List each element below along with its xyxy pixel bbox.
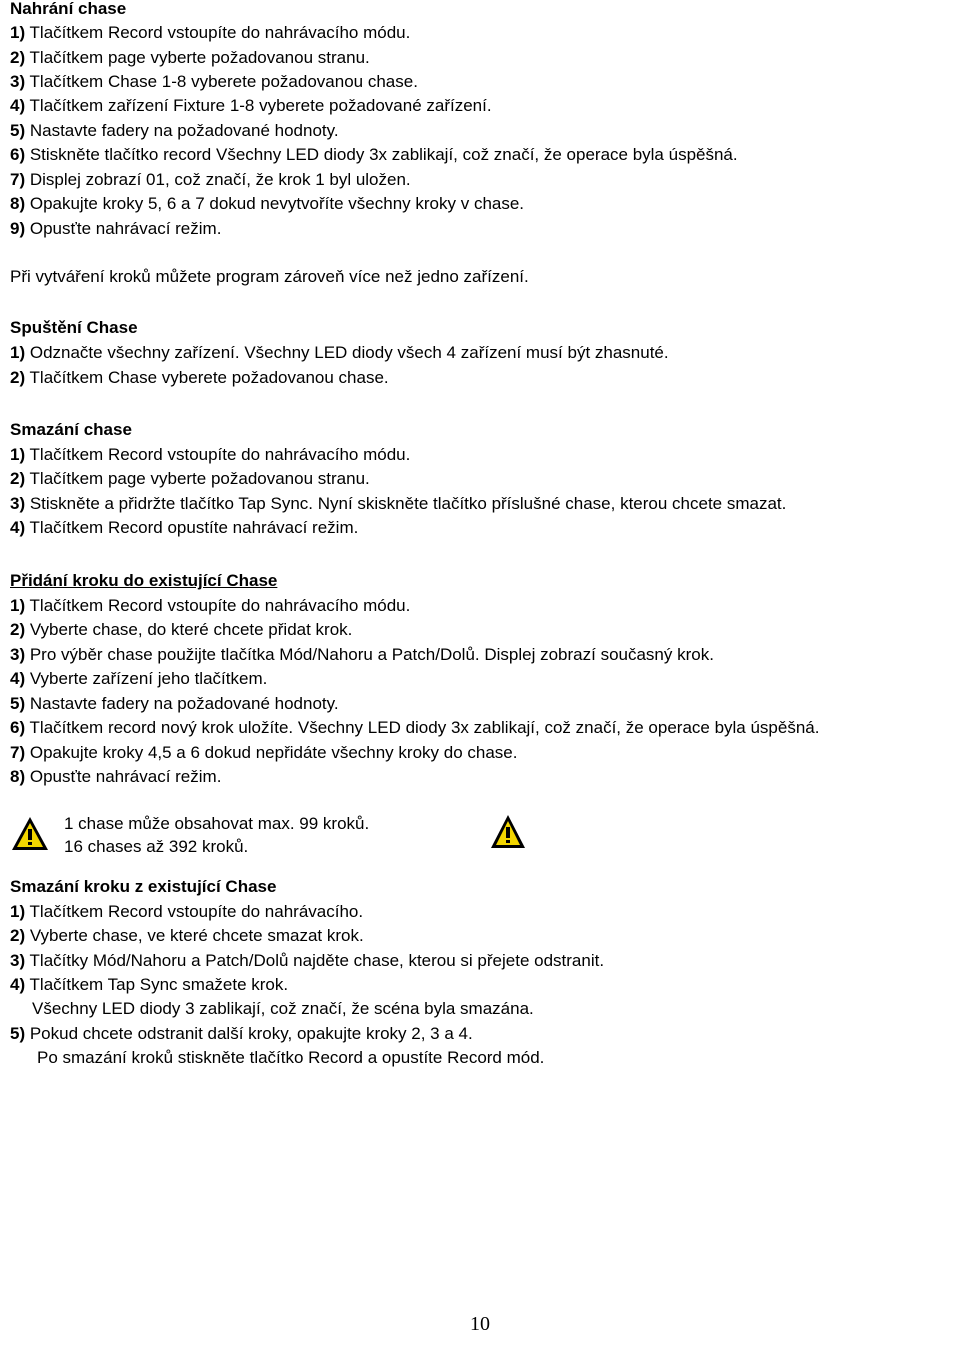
list-item: 2) Tlačítkem page vyberte požadovanou stranu. [10,48,370,67]
section-title-pridani: Přidání kroku do existující Chase [10,571,278,590]
section-title-smazani: Smazání chase [10,420,132,439]
list-item: 1) Tlačítkem Record vstoupíte do nahrávacího. [10,902,364,921]
warning-text-line-2: 16 chases až 392 kroků. [64,837,249,856]
warning-triangle-icon [10,815,50,853]
list-item: 2) Vyberte chase, do které chcete přidat krok. [10,620,353,639]
list-item: 4) Tlačítkem Tap Sync smažete krok. [10,975,289,994]
page-number: 10 [470,1313,490,1335]
warning-text-line-1: 1 chase může obsahovat max. 99 kroků. [64,814,370,833]
list-item: 1) Tlačítkem Record vstoupíte do nahrávacího módu. [10,445,411,464]
list-item: 2) Tlačítkem page vyberte požadovanou stranu. [10,469,370,488]
list-item: 3) Tlačítky Mód/Nahoru a Patch/Dolů najděte chase, kterou si přejete odstranit. [10,951,605,970]
list-item: 7) Opakujte kroky 4,5 a 6 dokud nepřidáte všechny kroky do chase. [10,743,518,762]
list-item: 8) Opakujte kroky 5, 6 a 7 dokud nevytvoříte všechny kroky v chase. [10,194,525,213]
list-item: 4) Tlačítkem Record opustíte nahrávací režim. [10,518,359,537]
list-item: 1) Tlačítkem Record vstoupíte do nahrávacího módu. [10,596,411,615]
list-item: 4) Tlačítkem zařízení Fixture 1-8 vyberete požadované zařízení. [10,96,492,115]
list-item: 7) Displej zobrazí 01, což značí, že krok 1 byl uložen. [10,170,411,189]
list-item: 1) Odznačte všechny zařízení. Všechny LED diody všech 4 zařízení musí být zhasnuté. [10,343,669,362]
list-item: 6) Stiskněte tlačítko record Všechny LED diody 3x zablikají, což značí, že operace byla úspěšná. [10,145,738,164]
list-item: 4) Vyberte zařízení jeho tlačítkem. [10,669,268,688]
warning-triangle-icon [488,813,528,851]
list-item: 5) Pokud chcete odstranit další kroky, opakujte kroky 2, 3 a 4. [10,1024,473,1043]
list-item: 3) Pro výběr chase použijte tlačítka Mód/Nahoru a Patch/Dolů. Displej zobrazí současný krok. [10,645,714,664]
list-item: 5) Nastavte fadery na požadované hodnoty. [10,694,339,713]
list-item-continuation: Všechny LED diody 3 zablikají, což značí, že scéna byla smazána. [32,999,534,1018]
list-item: 1) Tlačítkem Record vstoupíte do nahrávacího módu. [10,23,411,42]
section-title-nahrani: Nahrání chase [10,0,127,18]
list-item: 2) Vyberte chase, ve které chcete smazat krok. [10,926,364,945]
list-item: 2) Tlačítkem Chase vyberete požadovanou chase. [10,368,389,387]
section-title-smazani-kroku: Smazání kroku z existující Chase [10,877,277,896]
list-item: 3) Tlačítkem Chase 1-8 vyberete požadovanou chase. [10,72,418,91]
list-item: 9) Opusťte nahrávací režim. [10,219,222,238]
list-item: 6) Tlačítkem record nový krok uložíte. Všechny LED diody 3x zablikají, což značí, že operace byla úspěšná. [10,718,820,737]
section-title-spusteni: Spuštění Chase [10,318,138,337]
list-item: 8) Opusťte nahrávací režim. [10,767,222,786]
note-text: Při vytváření kroků můžete program zároveň více než jedno zařízení. [10,267,529,286]
list-item-continuation: Po smazání kroků stiskněte tlačítko Record a opustíte Record mód. [37,1048,545,1067]
list-item: 5) Nastavte fadery na požadované hodnoty. [10,121,339,140]
list-item: 3) Stiskněte a přidržte tlačítko Tap Sync. Nyní skiskněte tlačítko příslušné chase, kterou chcete smazat. [10,494,787,513]
